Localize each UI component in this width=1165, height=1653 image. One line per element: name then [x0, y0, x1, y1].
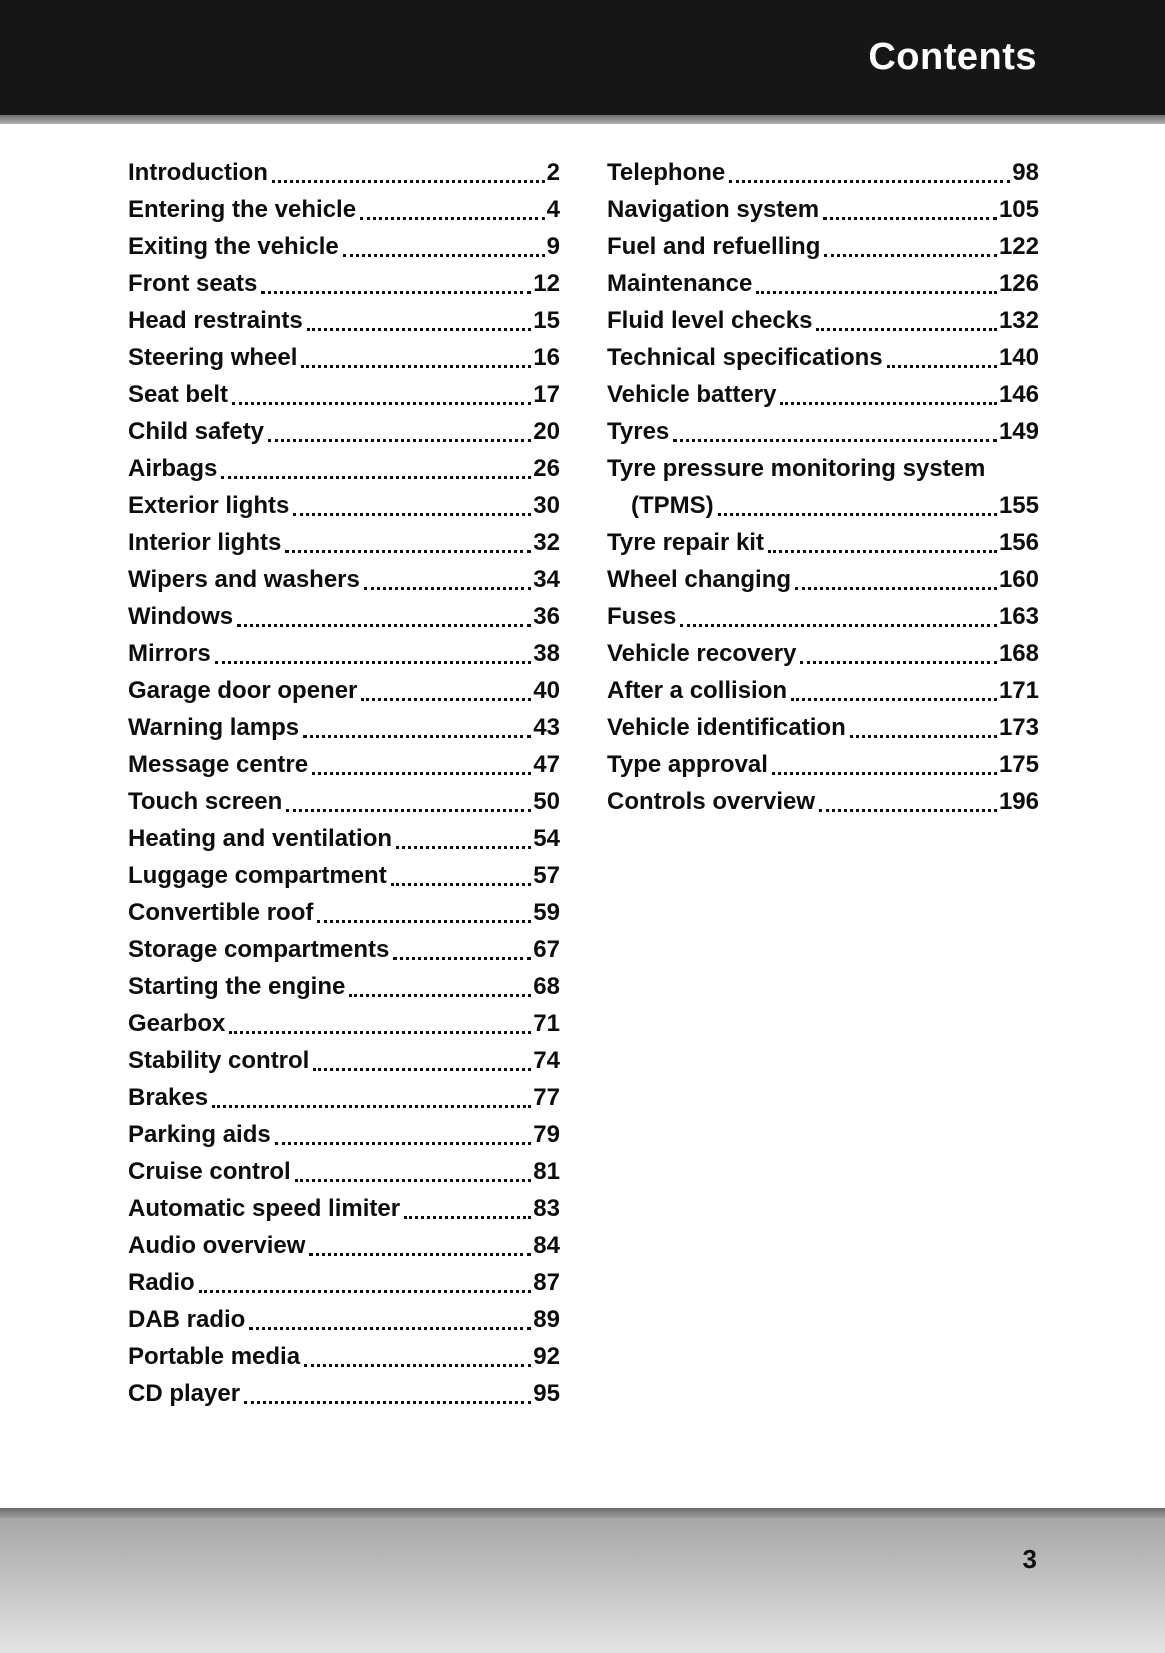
toc-leader-dots: [244, 1375, 531, 1404]
toc-entry-page: 54: [533, 825, 560, 852]
toc-entry-title: CD player: [128, 1380, 241, 1407]
toc-entry-page: 50: [533, 788, 560, 815]
toc-entry-page: 20: [533, 418, 560, 445]
toc-entry-page: 17: [533, 381, 560, 408]
toc-entry: [607, 265, 1039, 302]
toc-leader-dots: [816, 302, 997, 331]
toc-entry: [128, 1079, 560, 1116]
toc-leader-dots: [404, 1190, 531, 1219]
toc-entry: [128, 265, 560, 302]
toc-entry-page: 67: [533, 936, 560, 963]
toc-entry: [128, 413, 560, 450]
toc-leader-dots: [232, 376, 531, 405]
toc-leader-dots: [823, 191, 997, 220]
toc-entry-page: 68: [533, 973, 560, 1000]
toc-entry-title: Wheel changing: [607, 566, 792, 593]
toc-entry-page: 171: [998, 677, 1039, 704]
toc-entry-title-line1: Tyre pressure monitoring system: [607, 455, 986, 482]
toc-leader-dots: [393, 931, 531, 960]
toc-leader-dots: [221, 450, 531, 479]
toc-leader-dots: [361, 672, 531, 701]
page-number: 3: [1022, 1544, 1037, 1574]
toc-entry-page: 16: [533, 344, 560, 371]
toc-entry-page: 155: [998, 492, 1039, 519]
toc-entry-title: Front seats: [128, 270, 258, 297]
page-footer: [0, 1508, 1165, 1653]
toc-leader-dots: [307, 302, 532, 331]
toc-entry: [607, 672, 1039, 709]
toc-entry-page: 126: [998, 270, 1039, 297]
toc-leader-dots: [212, 1079, 531, 1108]
toc-entry-title: Warning lamps: [128, 714, 300, 741]
toc-entry: [128, 1190, 560, 1227]
toc-entry-title: Vehicle battery: [607, 381, 777, 408]
toc-entry-title: Mirrors: [128, 640, 211, 667]
toc-entry-page: 2: [546, 159, 560, 186]
toc-entry: [128, 820, 560, 857]
toc-entry-title: Starting the engine: [128, 973, 346, 1000]
toc-entry-title: Luggage compartment: [128, 862, 387, 889]
toc-entry-page: 40: [533, 677, 560, 704]
toc-entry-title: Garage door opener: [128, 677, 358, 704]
toc-entry-title: Radio: [128, 1269, 195, 1296]
toc-leader-dots: [215, 635, 532, 664]
toc-leader-dots: [304, 1338, 531, 1367]
toc-entry-page: 9: [546, 233, 560, 260]
toc-entry: [607, 376, 1039, 413]
toc-entry-title: Portable media: [128, 1343, 301, 1370]
toc-column-right: [607, 154, 1039, 820]
toc-entry-title: Message centre: [128, 751, 309, 778]
toc-entry-page: 95: [533, 1380, 560, 1407]
toc-entry: [607, 524, 1039, 561]
toc-entry: [607, 783, 1039, 820]
toc-leader-dots: [349, 968, 531, 997]
toc-entry: [607, 228, 1039, 265]
toc-leader-dots: [312, 746, 531, 775]
toc-leader-dots: [795, 561, 997, 590]
toc-leader-dots: [309, 1227, 531, 1256]
toc-entry-title: Windows: [128, 603, 234, 630]
toc-entry-title: Introduction: [128, 159, 268, 186]
toc-entry: [128, 1153, 560, 1190]
toc-entry-title: Exiting the vehicle: [128, 233, 339, 260]
toc-leader-dots: [756, 265, 997, 294]
header-divider-strip: [0, 115, 1165, 124]
toc-entry-title: Navigation system: [607, 196, 820, 223]
toc-entry-page: 122: [998, 233, 1039, 260]
toc-leader-dots: [249, 1301, 531, 1330]
toc-leader-dots: [364, 561, 531, 590]
toc-entry-title: Stability control: [128, 1047, 310, 1074]
toc-leader-dots: [887, 339, 997, 368]
toc-entry-title: Tyre repair kit: [607, 529, 764, 556]
toc-entry-title: (TPMS): [631, 492, 714, 519]
toc-leader-dots: [293, 487, 531, 516]
toc-entry: [128, 1116, 560, 1153]
toc-entry-title: Audio overview: [128, 1232, 306, 1259]
toc-leader-dots: [791, 672, 997, 701]
toc-entry-page: 4: [546, 196, 560, 223]
toc-entry-title: Interior lights: [128, 529, 282, 556]
toc-entry-page: 132: [998, 307, 1039, 334]
toc-entry-title: Tyres: [607, 418, 670, 445]
toc-entry-title: Entering the vehicle: [128, 196, 357, 223]
toc-entry: [607, 746, 1039, 783]
toc-entry: [128, 931, 560, 968]
toc-entry-page: 196: [998, 788, 1039, 815]
toc-entry: [607, 487, 1039, 524]
toc-entry-page: 71: [533, 1010, 560, 1037]
toc-entry: [607, 561, 1039, 598]
toc-entry: [128, 228, 560, 265]
footer-area: [0, 1518, 1165, 1653]
toc-entry-page: 83: [533, 1195, 560, 1222]
toc-entry-title: Telephone: [607, 159, 726, 186]
toc-entry: [607, 154, 1039, 191]
toc-entry: [607, 709, 1039, 746]
toc-entry: [128, 487, 560, 524]
toc-entry-page: 15: [533, 307, 560, 334]
footer-divider-strip: [0, 1508, 1165, 1518]
toc-entry-page: 156: [998, 529, 1039, 556]
toc-entry-title: Fuel and refuelling: [607, 233, 821, 260]
toc-leader-dots: [313, 1042, 531, 1071]
toc-entry-page: 32: [533, 529, 560, 556]
toc-entry-title: Exterior lights: [128, 492, 290, 519]
toc-entry-title: Fluid level checks: [607, 307, 813, 334]
toc-entry: [607, 635, 1039, 672]
toc-entry-title: Wipers and washers: [128, 566, 360, 593]
toc-entry-title: Child safety: [128, 418, 265, 445]
toc-entry-page: 59: [533, 899, 560, 926]
toc-leader-dots: [850, 709, 997, 738]
toc-leader-dots: [772, 746, 997, 775]
toc-entry: [607, 339, 1039, 376]
toc-entry-page: 92: [533, 1343, 560, 1370]
toc-entry-title: DAB radio: [128, 1306, 246, 1333]
toc-entry: [128, 672, 560, 709]
toc-entry: [607, 302, 1039, 339]
toc-entry-page: 34: [533, 566, 560, 593]
toc-entry-page: 146: [998, 381, 1039, 408]
toc-entry: [128, 154, 560, 191]
toc-entry: [607, 598, 1039, 635]
toc-entry: [128, 746, 560, 783]
toc-entry-page: 98: [1012, 159, 1039, 186]
toc-entry-title: Technical specifications: [607, 344, 883, 371]
toc-leader-dots: [718, 487, 997, 516]
toc-entry-page: 36: [533, 603, 560, 630]
toc-leader-dots: [768, 524, 997, 553]
toc-entry-page: 173: [998, 714, 1039, 741]
toc-entry: [128, 783, 560, 820]
toc-leader-dots: [391, 857, 532, 886]
toc-entry-page: 57: [533, 862, 560, 889]
toc-entry-page: 160: [998, 566, 1039, 593]
toc-entry: [128, 1227, 560, 1264]
toc-entry: [128, 561, 560, 598]
toc-leader-dots: [360, 191, 545, 220]
toc-leader-dots: [800, 635, 996, 664]
toc-entry-page: 84: [533, 1232, 560, 1259]
toc-leader-dots: [317, 894, 531, 923]
toc-entry-page: 175: [998, 751, 1039, 778]
toc-leader-dots: [780, 376, 997, 405]
toc-entry-title: After a collision: [607, 677, 788, 704]
toc-leader-dots: [237, 598, 531, 627]
toc-entry-title: Fuses: [607, 603, 677, 630]
toc-entry-title: Gearbox: [128, 1010, 226, 1037]
toc-entry: [128, 191, 560, 228]
toc-entry-page: 43: [533, 714, 560, 741]
toc-entry-title: Type approval: [607, 751, 768, 778]
toc-leader-dots: [268, 413, 531, 442]
toc-leader-dots: [286, 783, 531, 812]
toc-entry: [128, 1301, 560, 1338]
toc-entry-title: Vehicle recovery: [607, 640, 797, 667]
toc-leader-dots: [275, 1116, 532, 1145]
toc-entry-title: Maintenance: [607, 270, 753, 297]
toc-entry: [128, 339, 560, 376]
toc-entry-title: Airbags: [128, 455, 218, 482]
toc-leader-dots: [285, 524, 531, 553]
toc-entry: [128, 302, 560, 339]
toc-entry-page: 140: [998, 344, 1039, 371]
toc-entry-page: 168: [998, 640, 1039, 667]
toc-leader-dots: [261, 265, 531, 294]
toc-entry: [128, 1005, 560, 1042]
toc-entry-page: 149: [998, 418, 1039, 445]
toc-entry-title: Steering wheel: [128, 344, 298, 371]
toc-entry: [128, 709, 560, 746]
toc-entry-title: Cruise control: [128, 1158, 291, 1185]
toc-entry: [128, 1338, 560, 1375]
toc-content: [0, 124, 1165, 1508]
toc-entry: [128, 635, 560, 672]
toc-entry-page: 47: [533, 751, 560, 778]
toc-entry-page: 30: [533, 492, 560, 519]
toc-leader-dots: [199, 1264, 532, 1293]
toc-entry: [607, 191, 1039, 228]
toc-entry: [128, 894, 560, 931]
toc-entry-page: 38: [533, 640, 560, 667]
toc-leader-dots: [295, 1153, 532, 1182]
toc-entry-page: 12: [533, 270, 560, 297]
toc-entry: [128, 450, 560, 487]
toc-entry: [128, 1264, 560, 1301]
toc-entry-page: 77: [533, 1084, 560, 1111]
toc-entry-title: Convertible roof: [128, 899, 314, 926]
toc-entry: [128, 524, 560, 561]
toc-entry-title: Parking aids: [128, 1121, 271, 1148]
toc-entry: [128, 598, 560, 635]
toc-leader-dots: [301, 339, 531, 368]
toc-entry: [128, 1042, 560, 1079]
toc-leader-dots: [673, 413, 997, 442]
toc-entry: [128, 857, 560, 894]
toc-leader-dots: [680, 598, 997, 627]
toc-entry-title: Seat belt: [128, 381, 229, 408]
toc-entry-page: 81: [533, 1158, 560, 1185]
toc-entry-title: Brakes: [128, 1084, 209, 1111]
toc-entry-page: 105: [998, 196, 1039, 223]
toc-entry-title: Heating and ventilation: [128, 825, 393, 852]
toc-entry-title: Controls overview: [607, 788, 816, 815]
toc-entry-title: Automatic speed limiter: [128, 1195, 401, 1222]
toc-entry-page: 74: [533, 1047, 560, 1074]
toc-entry-page: 79: [533, 1121, 560, 1148]
toc-entry-title: Storage compartments: [128, 936, 390, 963]
toc-entry-title: Touch screen: [128, 788, 283, 815]
toc-entry: [607, 413, 1039, 450]
toc-leader-dots: [819, 783, 997, 812]
toc-leader-dots: [824, 228, 997, 257]
toc-leader-dots: [343, 228, 545, 257]
toc-entry: [128, 376, 560, 413]
toc-entry-title: Vehicle identification: [607, 714, 846, 741]
page-header: [0, 0, 1165, 115]
toc-entry-page: 87: [533, 1269, 560, 1296]
toc-entry-title: Head restraints: [128, 307, 303, 334]
toc-entry-page: 89: [533, 1306, 560, 1333]
toc-leader-dots: [729, 154, 1010, 183]
toc-entry-page: 163: [998, 603, 1039, 630]
toc-leader-dots: [396, 820, 531, 849]
page-title: Contents: [868, 36, 1037, 78]
toc-leader-dots: [272, 154, 545, 183]
toc-column-left: [128, 154, 560, 1412]
toc-leader-dots: [303, 709, 531, 738]
toc-entry: [128, 1375, 560, 1412]
toc-leader-dots: [229, 1005, 531, 1034]
toc-entry-page: 26: [533, 455, 560, 482]
toc-entry: [128, 968, 560, 1005]
